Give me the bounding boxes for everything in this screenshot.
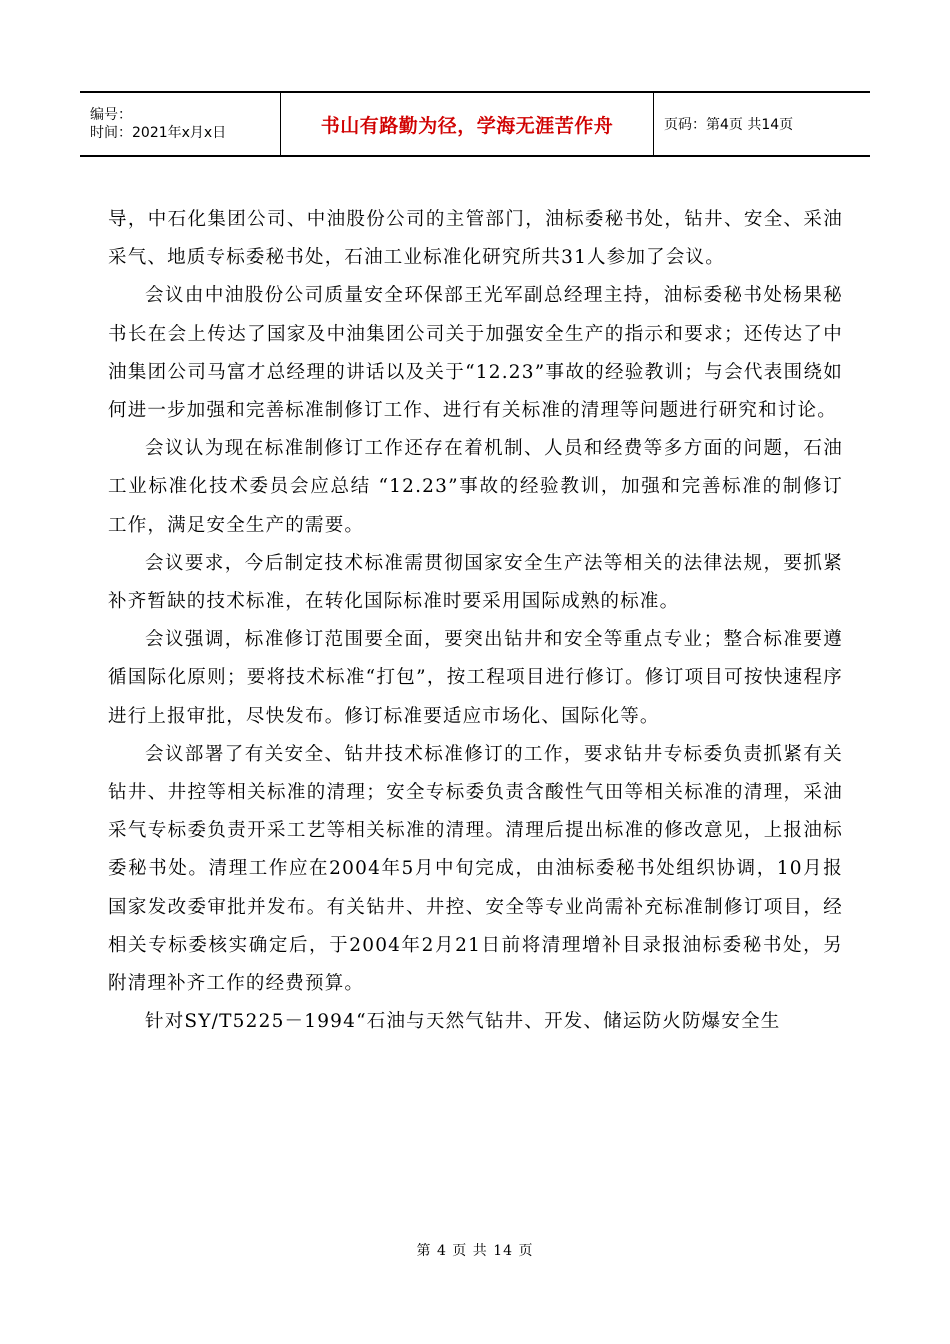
document-header <box>80 91 870 157</box>
document-body <box>108 201 843 1041</box>
header-motto: 书山有路勤为径，学海无涯苦作舟 <box>280 93 654 155</box>
header-page-code: 页码：第4页 共14页 <box>664 117 794 133</box>
paragraph: 会议由中油股份公司质量安全环保部王光军副总经理主持，油标委秘书处杨果秘书长在会上传达了国家及中油集团公司关于加强安全生产的指示和要求；还传达了中油集团公司马富才总经理的讲话以及关于“12.23”事故的经验教训；与会代表围绕如何进一步加强和完善标准制修订工作、进行有关标准的清理等问题进行研究和讨论。 <box>108 285 843 422</box>
serial-number-label: 编号： <box>90 107 132 123</box>
page-footer: 第 4 页 共 14 页 <box>416 1243 534 1259</box>
paragraph: 针对SY/T5225－1994“石油与天然气钻井、开发、储运防火防爆安全生 <box>145 1011 781 1033</box>
paragraph: 会议认为现在标准制修订工作还存在着机制、人员和经费等多方面的问题，石油工业标准化技术委员会应总结 “12.23”事故的经验教训，加强和完善标准的制修订工作，满足安全生产的需要。 <box>108 438 843 536</box>
paragraph: 会议部署了有关安全、钻井技术标准修订的工作，要求钻井专标委负责抓紧有关钻井、井控等相关标准的清理；安全专标委负责含酸性气田等相关标准的清理，采油采气专标委负责开采工艺等相关标准的清理。清理后提出标准的修改意见，上报油标委秘书处。清理工作应在2004年5月中旬完成，由油标委秘书处组织协调，10月报国家发改委审批并发布。有关钻井、井控、安全等专业尚需补充标准制修订项目，经相关专标委核实确定后，于2004年2月21日前将清理增补目录报油标委秘书处，另附清理补齐工作的经费预算。 <box>108 743 843 995</box>
paragraph: 会议要求，今后制定技术标准需贯彻国家安全生产法等相关的法律法规，要抓紧补齐暂缺的技术标准，在转化国际标准时要采用国际成熟的标准。 <box>108 552 843 613</box>
header-left-cell <box>80 93 280 155</box>
paragraph: 会议强调，标准修订范围要全面，要突出钻井和安全等重点专业；整合标准要遵循国际化原则；要将技术标准“打包”，按工程项目进行修订。修订项目可按快速程序进行上报审批，尽快发布。修订标准要适应市场化、国际化等。 <box>108 629 843 727</box>
date-label: 时间：2021年x月x日 <box>90 125 227 141</box>
paragraph: 导，中石化集团公司、中油股份公司的主管部门，油标委秘书处，钻井、安全、采油采气、地质专标委秘书处，石油工业标准化研究所共31人参加了会议。 <box>108 209 843 269</box>
